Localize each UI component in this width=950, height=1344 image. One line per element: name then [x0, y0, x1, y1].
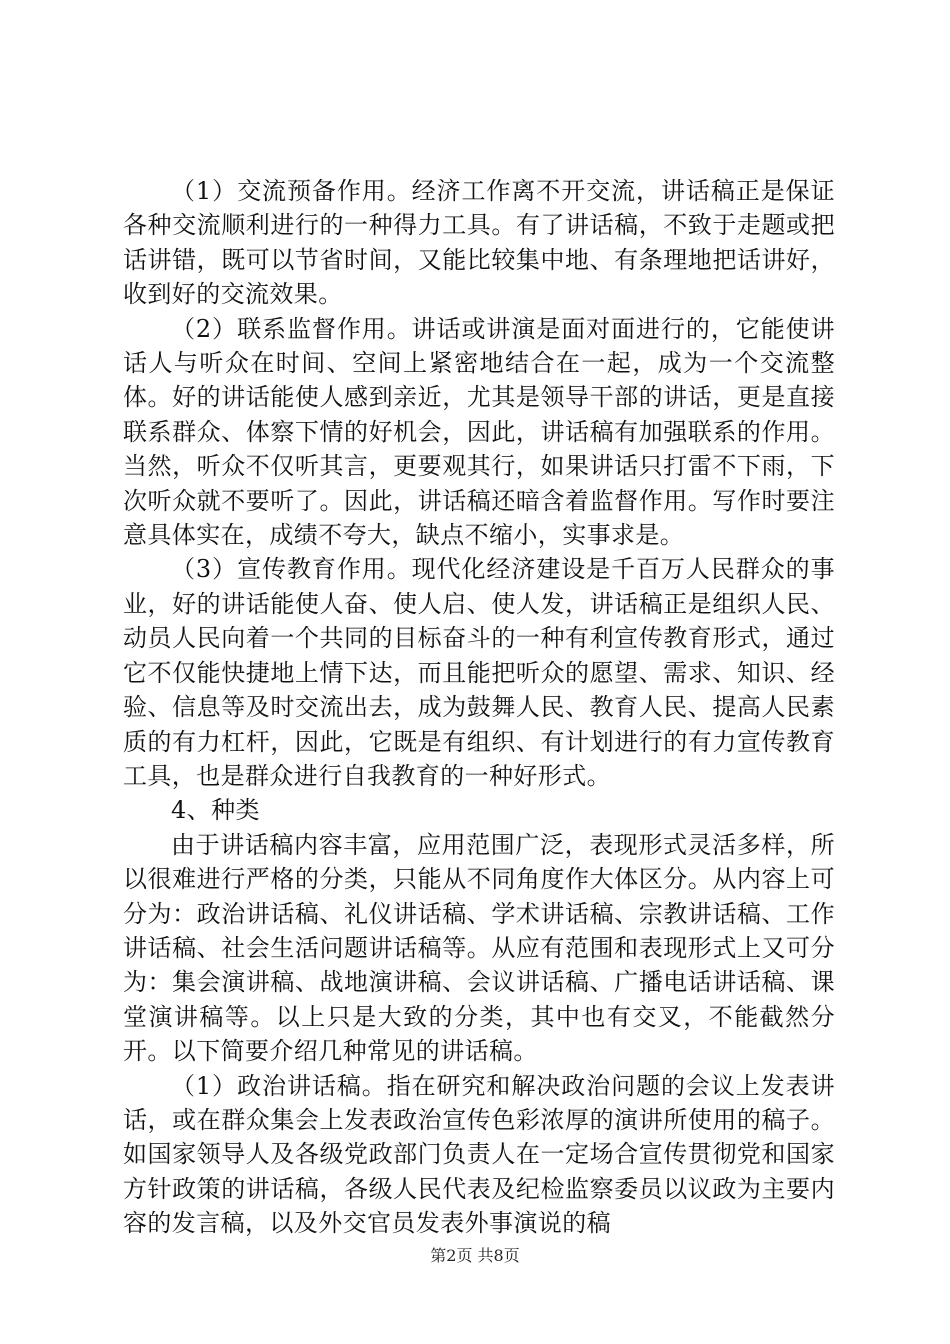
- body-text: [123, 174, 835, 1241]
- page-number-footer: 第2页 共8页: [430, 1246, 520, 1265]
- paragraph-education-role: （3）宣传教育作用。现代化经济建设是千百万人民群众的事业，好的讲话能使人奋、使人启、使人发，讲话稿正是组织人民、动员人民向着一个共同的目标奋斗的一种有利宣传教育形式，通过它不仅能快捷地上情下达，而且能把听众的愿望、需求、知识、经验、信息等及时交流出去，成为鼓舞人民、教育人民、提高人民素质的有力杠杆，因此，它既是有组织、有计划进行的有力宣传教育工具，也是群众进行自我教育的一种好形式。: [123, 555, 835, 790]
- paragraph-types-overview: 由于讲话稿内容丰富，应用范围广泛，表现形式灵活多样，所以很难进行严格的分类，只能从不同角度作大体区分。从内容上可分为：政治讲话稿、礼仪讲话稿、学术讲话稿、宗教讲话稿、工作讲话稿、社会生活问题讲话稿等。从应有范围和表现形式上又可分为：集会演讲稿、战地演讲稿、会议讲话稿、广播电话讲话稿、课堂演讲稿等。以上只是大致的分类，其中也有交叉，不能截然分开。以下简要介绍几种常见的讲话稿。: [123, 830, 835, 1066]
- section-heading-types: 4、种类: [171, 796, 260, 825]
- paragraph-communication-role: （1）交流预备作用。经济工作离不开交流，讲话稿正是保证各种交流顺利进行的一种得力工具。有了讲话稿，不致于走题或把话讲错，既可以节省时间，又能比较集中地、有条理地把话讲好，收到好的交流效果。: [123, 177, 835, 309]
- paragraph-political-speech: （1）政治讲话稿。指在研究和解决政治问题的会议上发表讲话，或在群众集会上发表政治宣传色彩浓厚的演讲所使用的稿子。如国家领导人及各级党政部门负责人在一定场合宣传贯彻党和国家方针政策的讲话稿，各级人民代表及纪检监察委员以议政为主要内容的发言稿，以及外交官员发表外事演说的稿: [123, 1071, 835, 1238]
- paragraph-supervision-role: （2）联系监督作用。讲话或讲演是面对面进行的，它能使讲话人与听众在时间、空间上紧密地结合在一起，成为一个交流整体。好的讲话能使人感到亲近，尤其是领导干部的讲话，更是直接联系群众、体察下情的好机会，因此，讲话稿有加强联系的作用。当然，听众不仅听其言，更要观其行，如果讲话只打雷不下雨，下次听众就不要听了。因此，讲话稿还暗含着监督作用。写作时要注意具体实在，成绩不夸大，缺点不缩小，实事求是。: [123, 314, 835, 550]
